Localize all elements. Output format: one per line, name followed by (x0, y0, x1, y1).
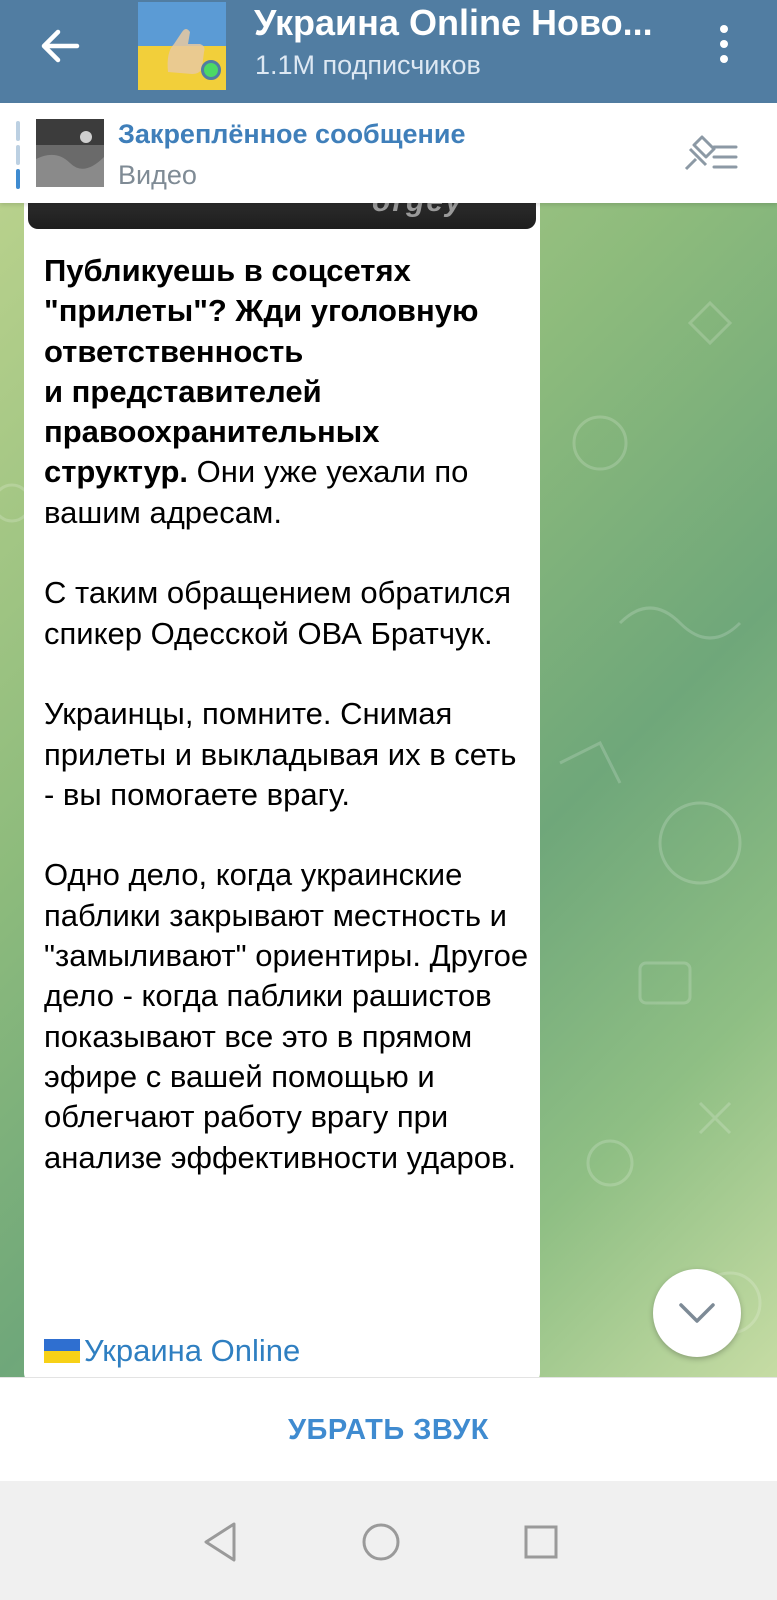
nav-back-button[interactable] (196, 1517, 246, 1567)
back-button[interactable] (30, 16, 90, 76)
pinned-list-button[interactable] (680, 133, 740, 177)
pinned-subtitle: Видео (118, 160, 197, 190)
pinned-video-thumbnail (36, 119, 104, 187)
more-menu-button[interactable] (704, 14, 744, 74)
message-bold-lead: Публикуешь в соцсетях "прилеты"? Жди уголовную ответственность и представителей правоохранительных структур. (44, 253, 479, 490)
ukraine-flag-icon (44, 1339, 80, 1363)
pinned-indicator (16, 121, 21, 189)
nav-home-button[interactable] (356, 1517, 406, 1567)
pinned-message-bar[interactable] (0, 103, 777, 203)
channel-bottom-bar (0, 1377, 777, 1482)
mute-button[interactable]: УБРАТЬ ЗВУК (287, 1413, 490, 1446)
chat-area[interactable] (0, 203, 777, 1377)
more-vertical-icon (720, 25, 728, 33)
channel-link-text[interactable]: Украина Online (84, 1333, 301, 1368)
square-recents-icon (516, 1517, 566, 1567)
message-body: Они уже уехали по вашим адресам. С таким обращением обратился спикер Одесской ОВА Братчук. Украинцы, помните. Снимая прилеты и выкладывая их в сеть - вы помогаете врагу. Одно дело, когда украинские паблики закрывают местность и "замыливают" ориентиры. Другое дело - когда паблики рашистов показывают все это в прямом эфире с вашей помощью и облегчают работу врагу при анализе эффективности ударов. (44, 454, 529, 1175)
message-bubble[interactable] (24, 173, 540, 1383)
message-text (44, 251, 532, 1178)
pin-list-icon (680, 133, 740, 177)
triangle-back-icon (196, 1517, 246, 1567)
chevron-down-icon (677, 1301, 717, 1325)
online-status-dot (201, 60, 221, 80)
chat-header (0, 0, 777, 103)
channel-title[interactable]: Украина Online Ново... (254, 2, 653, 43)
nav-recents-button[interactable] (516, 1517, 566, 1567)
arrow-left-icon (41, 29, 79, 63)
system-nav-bar (0, 1481, 777, 1600)
scroll-down-button[interactable] (653, 1269, 741, 1357)
pinned-title: Закреплённое сообщение (118, 119, 466, 149)
subscriber-count: 1.1M подписчиков (255, 50, 481, 80)
channel-link[interactable] (44, 1333, 300, 1369)
circle-home-icon (356, 1517, 406, 1567)
